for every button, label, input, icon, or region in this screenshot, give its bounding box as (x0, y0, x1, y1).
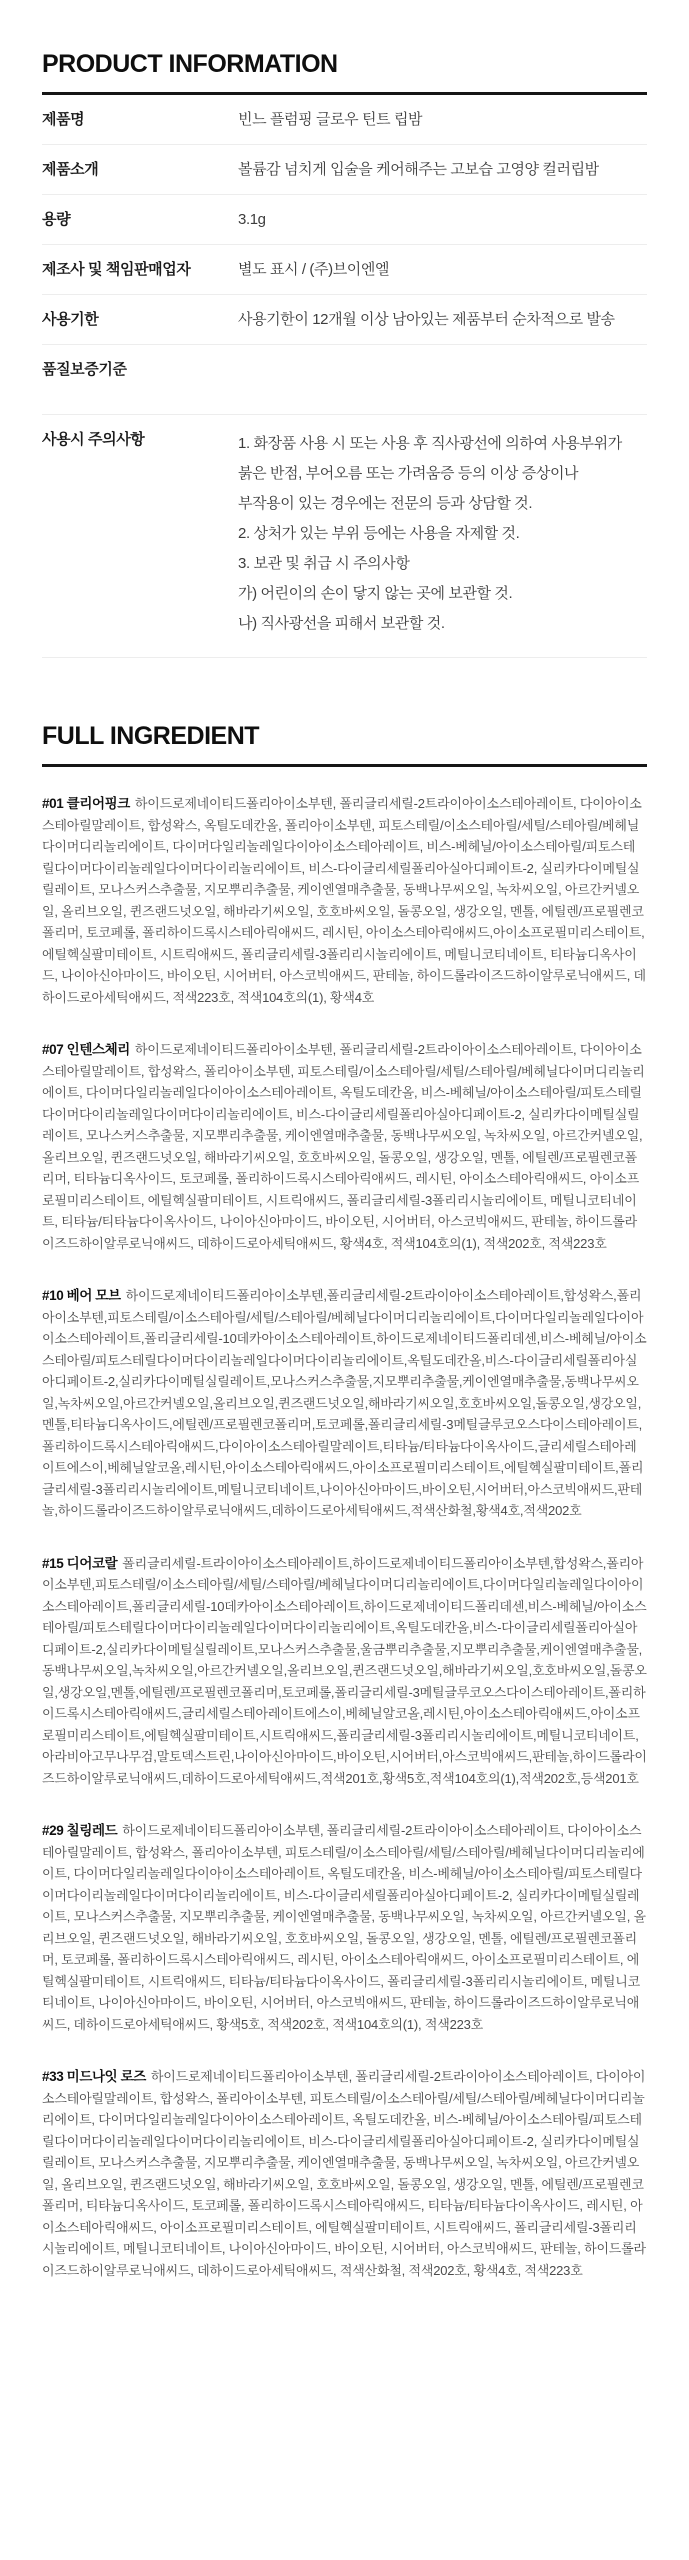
caution-line: 붉은 반점, 부어오름 또는 가려움증 등의 이상 증상이나 (238, 465, 579, 482)
shade-name: #01 클리어핑크 (42, 796, 130, 811)
shade-name: #29 칠링레드 (42, 1823, 118, 1838)
full-ingredient-section (42, 722, 647, 2281)
shade-block-01 (42, 793, 647, 1008)
shade-block-29 (42, 1820, 647, 2035)
shade-name: #07 인텐스체리 (42, 1042, 130, 1057)
shade-block-07 (42, 1039, 647, 1254)
shade-name: #15 디어코랄 (42, 1555, 118, 1571)
caution-line: 3. 보관 및 취급 시 주의사항 (238, 555, 410, 572)
info-label: 제조사 및 책임판매업자 (42, 261, 191, 278)
shade-name: #33 미드나잇 로즈 (42, 2069, 146, 2084)
info-row-caution (42, 415, 647, 658)
info-value (238, 429, 647, 639)
info-value: 사용기한이 12개월 이상 남아있는 제품부터 순차적으로 발송 (238, 311, 615, 328)
product-information-section (42, 50, 647, 658)
info-label: 사용기한 (42, 311, 99, 328)
info-row-product-intro (42, 145, 647, 195)
caution-line: 1. 화장품 사용 시 또는 사용 후 직사광선에 의하여 사용부위가 (238, 435, 622, 452)
info-value: 별도 표시 / (주)브이엔엘 (238, 261, 390, 278)
shade-ingredient-text: 하이드로제네이티드폴리아이소부텐, 폴리글리세릴-2트라이아이소스테아레이트, 다이아이소스테아릴말레이트, 합성왁스, 폴리아이소부텐, 피토스테릴/이소스테아릴/세틸/스테아릴/베헤닐다이머디리놀리에이트, 다이머다일리놀레일다이아이소스테아레이트, 옥틸도데칸올, 비스-베헤닐/아이소스테아릴/피토스테릴다이머다이리놀레일다이머다이리놀리에이트, 비스-다이글리세릴폴리아실아디페이트-2, 실리카다이메틸실릴레이트, 모나스커스추출물, 지모뿌리추출물, 케이엔열매추출물, 동백나무씨오일, 녹차씨오일, 아르간커넬오일, 올리브오일, 퀸즈랜드넛오일, 해바라기씨오일, 호호바씨오일, 돌콩오일, 생강오일, 멘톨, 에틸렌/프로필렌코폴리머, 토코페롤, 폴리하이드록시스테아릭애씨드, 레시틴, 아이소스테아릭애씨드, 아이소프로필미리스테이트, 에틸헥실팔미테이트, 시트릭애씨드, 티타늄/티타늄다이옥사이드, 폴리글리세릴-3폴리리시놀리에이트, 메틸니코티네이트, 나이아신아마이드, 바이오틴, 시어버터, 아스코빅애씨드, 판테놀, 하이드롤라이즈드하이알루로닉애씨드, 데하이드로아세틱애씨드, 황색5호, 적색202호, 적색104호의(1), 적색223호 (42, 1823, 646, 2032)
caution-line: 가) 어린이의 손이 닿지 않는 곳에 보관할 것. (238, 585, 513, 602)
info-label: 제품명 (42, 111, 85, 128)
info-row-manufacturer (42, 245, 647, 295)
info-value: 3.1g (238, 211, 266, 228)
product-information-title: PRODUCT INFORMATION (42, 50, 647, 95)
shade-ingredient-text: 폴리글리세릴-트라이아이소스테아레이트,하이드로제네이티드폴리아이소부텐,합성왁스,폴리아이소부텐,피토스테릴/이소스테아릴/세틸/스테아릴/베헤닐다이머디리놀리에이트,다이머다일리놀레일다이아이소스테아레이트,폴리글리세릴-10데카아이소스테아레이트,하이드로제네이티드폴리데센,비스-베헤닐/아이소스테아릴/피토스테릴다이머다이리놀레일다이머다이리놀리에이트,옥틸도데칸올,비스-다이글리세릴폴리아실아디페이트-2,실리카다이메틸실릴레이트,모나스커스추출물,울금뿌리추출물,지모뿌리추출물,케이엔열매추출물,동백나무씨오일,녹차씨오일,아르간커넬오일,올리브오일,퀸즈랜드넛오일,해바라기씨오일,호호바씨오일,돌콩오일,생강오일,멘톨,에틸렌/프로필렌코폴리머,토코페롤,폴리글리세릴-3메틸글루코오스다이스테아레이트,폴리하이드록시스테아릭애씨드,글리세릴스테아레이트에스이,베헤닐알코올,레시틴,아이소스테아릭애씨드,아이소프로필미리스테이트,에틸헥실팔미테이트,시트릭애씨드,폴리글리세릴-3폴리리시놀리에이트,메틸니코티네이트,아라비아고무나무검,말토덱스트린,나이아신아마이드,바이오틴,시어버터,아스코빅애씨드,판테놀,하이드롤라이즈드하이알루로닉애씨드,데하이드로아세틱애씨드,적색201호,황색5호,적색104호의(1),적색202호,등색201호 (42, 1555, 647, 1786)
info-value: 볼륨감 넘치게 입술을 케어해주는 고보습 고영양 컬러립밤 (238, 161, 599, 178)
info-row-product-name (42, 95, 647, 145)
info-row-quality-standard (42, 345, 647, 415)
shade-block-33 (42, 2066, 647, 2281)
shade-ingredient-list (42, 793, 647, 2281)
info-row-expiration (42, 295, 647, 345)
shade-block-10 (42, 1285, 647, 1522)
info-label: 사용시 주의사항 (42, 431, 145, 448)
shade-name: #10 베어 모브 (42, 1288, 121, 1303)
info-value: 빈느 플럼핑 글로우 틴트 립밤 (238, 111, 423, 128)
info-row-volume (42, 195, 647, 245)
shade-ingredient-text: 하이드로제네이티드폴리아이소부텐, 폴리글리세릴-2트라이아이소스테아레이트, 다이아이소스테아릴말레이트, 합성왁스, 옥틸도데칸올, 폴리아이소부텐, 피토스테릴/이소스테아릴/세틸/스테아릴/베헤닐다이머디리놀리에이트, 다이머다일리놀레일다이아이소스테아레이트, 비스-베헤닐/아이소스테아릴/피토스테릴다이머다이리놀레일다이머다이리놀리에이트, 비스-다이글리세릴폴리아실아디페이트-2, 실리카다이메틸실릴레이트, 모나스커스추출물, 지모뿌리추출물, 케이엔열매추출물, 동백나무씨오일, 녹차씨오일, 아르간커넬오일, 올리브오일, 퀸즈랜드넛오일, 해바라기씨오일, 호호바씨오일, 돌콩오일, 생강오일, 멘톨, 에틸렌/프로필렌코폴리머, 토코페롤, 폴리하이드록시스테아릭애씨드, 레시틴, 아이소스테아릭애씨드,아이소프로필미리스테이트, 에틸헥실팔미테이트, 시트릭애씨드, 폴리글리세릴-3폴리리시놀리에이트, 메틸니코티네이트, 티타늄디옥사이드, 나이아신아마이드, 바이오틴, 시어버터, 아스코빅애씨드, 판테놀, 하이드롤라이즈드하이알루로닉애씨드, 데하이드로아세틱애씨드, 적색223호, 적색104호의(1), 황색4호 (42, 796, 646, 1005)
caution-line: 나) 직사광선을 피해서 보관할 것. (238, 615, 445, 632)
info-label: 품질보증기준 (42, 361, 127, 378)
full-ingredient-title: FULL INGREDIENT (42, 722, 647, 767)
info-label: 제품소개 (42, 161, 99, 178)
shade-ingredient-text: 하이드로제네이티드폴리아이소부텐,폴리글리세릴-2트라이아이소스테아레이트,합성왁스,폴리아이소부텐,피토스테릴/이소스테아릴/세틸/스테아릴/베헤닐다이머디리놀리에이트,다이머다일리놀레일다이아이소스테아레이트,폴리글리세릴-10데카아이소스테아레이트,하이드로제네이티드폴리데센,비스-베헤닐/아이소스테아릴/피토스테릴다이머다이리놀레일다이머다이리놀리에이트,옥틸도데칸올,비스-다이글리세릴폴리아실아디페이트-2,실리카다이메틸실릴레이트,모나스커스추출물,지모뿌리추출물,케이엔열매추출물,동백나무씨오일,녹차씨오일,아르간커넬오일,올리브오일,퀸즈랜드넛오일,해바라기씨오일,호호바씨오일,돌콩오일,생강오일,멘톨,티타늄디옥사이드,에틸렌/프로필렌코폴리머,토코페롤,폴리글리세릴-3메틸글루코오스다이스테아레이트,폴리하이드록시스테아릭애씨드,다이아이소스테아릴말레이트,티타늄/티타늄다이옥사이드,글리세릴스테아레이트에스이,베헤닐알코올,레시틴,아이소스테아릭애씨드,아이소프로필미리스테이트,에틸헥실팔미테이트,폴리글리세릴-3폴리리시놀리에이트,메틸니코티네이트,나이아신아마이드,바이오틴,시어버터,아스코빅애씨드,판테놀,하이드롤라이즈드하이알루로닉애씨드,데하이드로아세틱애씨드,적색산화철,황색4호,적색202호 (42, 1288, 647, 1518)
caution-line: 2. 상처가 있는 부위 등에는 사용을 자제할 것. (238, 525, 520, 542)
product-info-table (42, 95, 647, 658)
shade-block-15 (42, 1553, 647, 1790)
caution-line: 부작용이 있는 경우에는 전문의 등과 상담할 것. (238, 495, 533, 512)
shade-ingredient-text: 하이드로제네이티드폴리아이소부텐, 폴리글리세릴-2트라이아이소스테아레이트, 다이아이소스테아릴말레이트, 합성왁스, 폴리아이소부텐, 피토스테릴/이소스테아릴/세틸/스테아릴/베헤닐다이머디리놀리에이트, 다이머다일리놀레일다이아이소스테아레이트, 옥틸도데칸올, 비스-베헤닐/아이소스테아릴/피토스테릴다이머다이리놀레일다이머다이리놀리에이트, 비스-다이글리세릴폴리아실아디페이트-2, 실리카다이메틸실릴레이트, 모나스커스추출물, 지모뿌리추출물, 케이엔열매추출물, 동백나무씨오일, 녹차씨오일, 아르간커넬오일, 올리브오일, 퀸즈랜드넛오일, 해바라기씨오일, 호호바씨오일, 돌콩오일, 생강오일, 멘톨, 에틸렌/프로필렌코폴리머, 티타늄디옥사이드, 토코페롤, 폴리하이드록시스테아릭애씨드, 티타늄/티타늄다이옥사이드, 레시틴, 아이소스테아릭애씨드, 아이소프로필미리스테이트, 에틸헥실팔미테이트, 시트릭애씨드, 폴리글리세릴-3폴리리시놀리에이트, 메틸니코티네이트, 나이아신아마이드, 바이오틴, 시어버터, 아스코빅애씨드, 판테놀, 하이드롤라이즈드하이알루로닉애씨드, 데하이드로아세틱애씨드, 적색산화철, 적색202호, 황색4호, 적색223호 (42, 2069, 646, 2278)
info-label: 용량 (42, 211, 71, 228)
shade-ingredient-text: 하이드로제네이티드폴리아이소부텐, 폴리글리세릴-2트라이아이소스테아레이트, 다이아이소스테아릴말레이트, 합성왁스, 폴리아이소부텐, 피토스테릴/이소스테아릴/세틸/스테아릴/베헤닐다이머디리놀리에이트, 다이머다일리놀레일다이아이소스테아레이트, 옥틸도데칸올, 비스-베헤닐/아이소스테아릴/피토스테릴다이머다이리놀레일다이머다이리놀리에이트, 비스-다이글리세릴폴리아실아디페이트-2, 실리카다이메틸실릴레이트, 모나스커스추출물, 지모뿌리추출물, 케이엔열매추출물, 동백나무씨오일, 녹차씨오일, 아르간커넬오일, 올리브오일, 퀸즈랜드넛오일, 해바라기씨오일, 호호바씨오일, 돌콩오일, 생강오일, 멘톨, 에틸렌/프로필렌코폴리머, 티타늄디옥사이드, 토코페롤, 폴리하이드록시스테아릭애씨드, 레시틴, 아이소스테아릭애씨드, 아이소프로필미리스테이트, 에틸헥실팔미테이트, 시트릭애씨드, 폴리글리세릴-3폴리리시놀리에이트, 메틸니코티네이트, 티타늄/티타늄다이옥사이드, 나이아신아마이드, 바이오틴, 시어버터, 아스코빅애씨드, 판테놀, 하이드롤라이즈드하이알루로닉애씨드, 데하이드로아세틱애씨드, 황색4호, 적색104호의(1), 적색202호, 적색223호 (42, 1042, 645, 1251)
